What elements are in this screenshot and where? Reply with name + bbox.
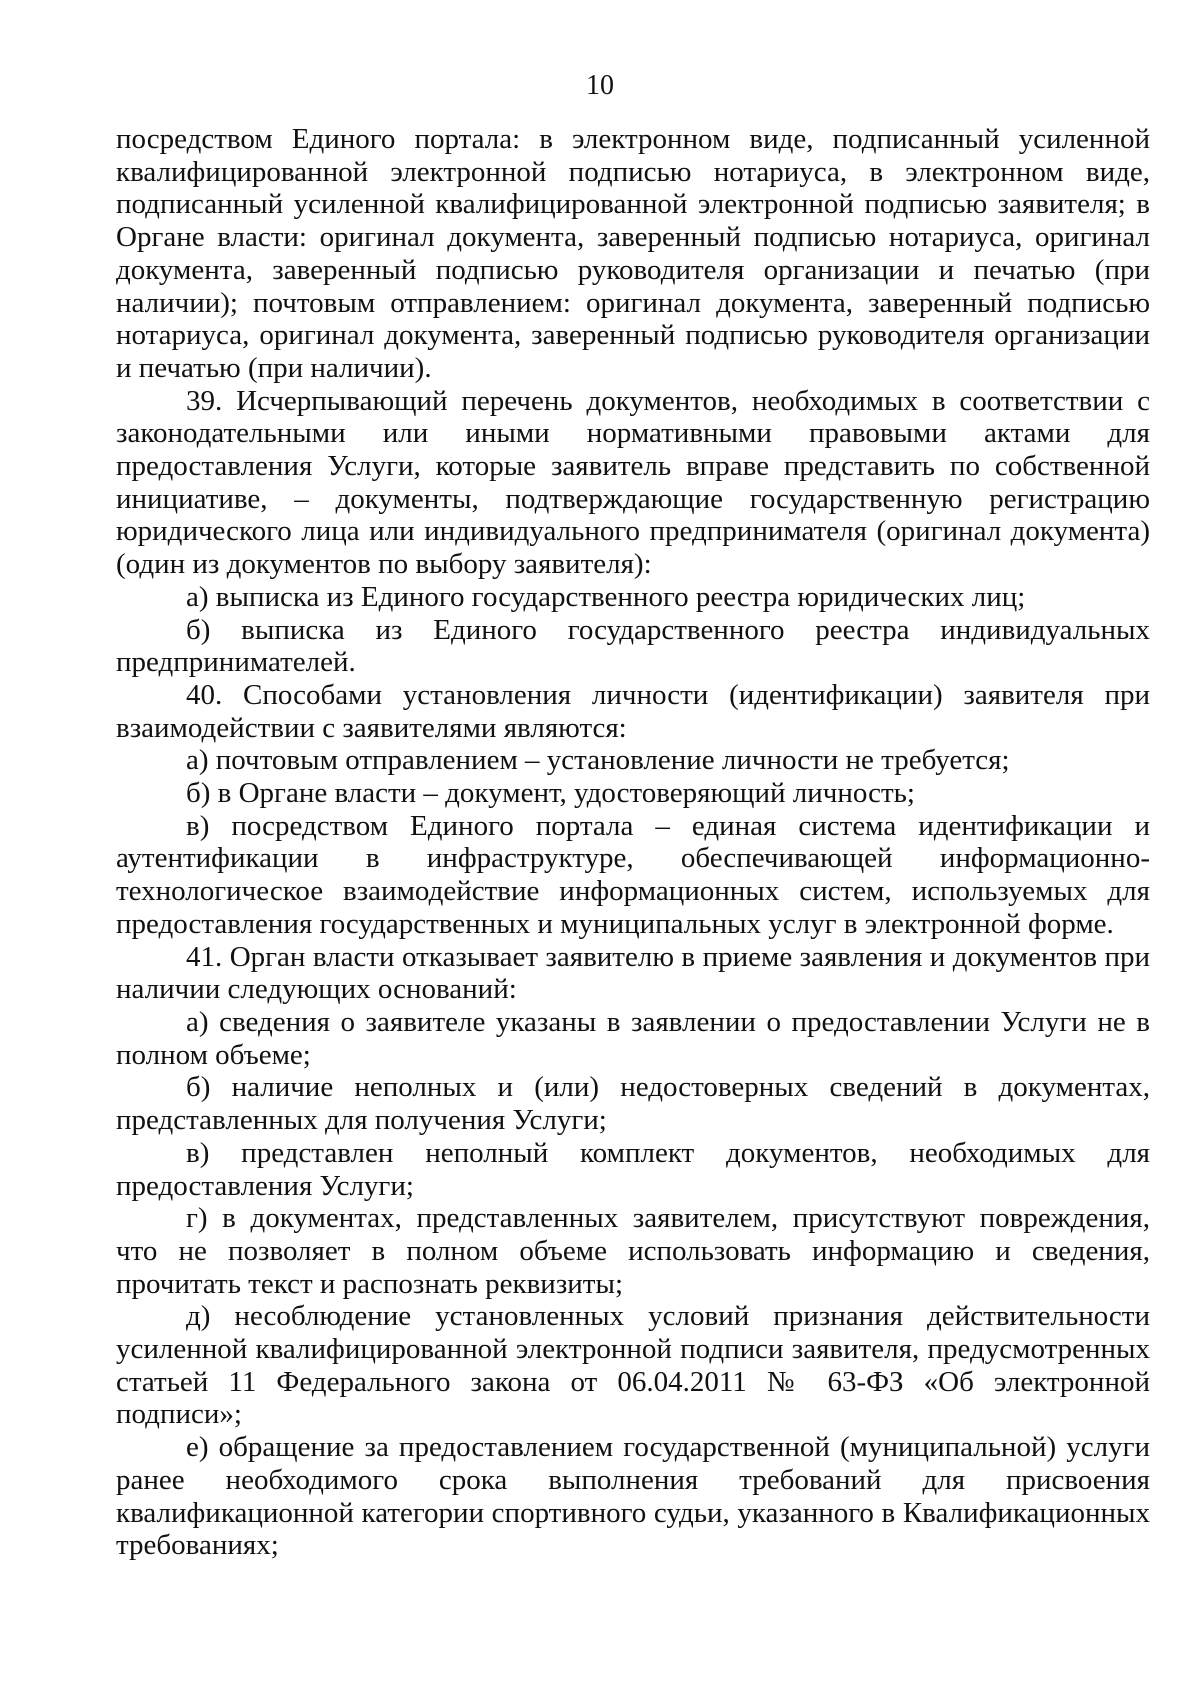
document-body [116,123,1150,1562]
paragraph-39-item-b: б) выписка из Единого государственного реестра индивидуальных предпринимателей. [116,613,1150,679]
paragraph-39: 39. Исчерпывающий перечень документов, необходимых в соответствии с законодательными или иными нормативными правовыми актами для предоставления Услуги, которые заявитель вправе представить по собственной инициативе, – документы, подтверждающие государственную регистрацию юридического лица или индивидуального предпринимателя (оригинал документа) (один из документов по выбору заявителя): [116,384,1150,581]
paragraph-41-item-b: б) наличие неполных и (или) недостоверных сведений в документах, представленных для получения Услуги; [116,1071,1150,1137]
paragraph-continuation: посредством Единого портала: в электронном виде, подписанный усиленной квалифицированной электронной подписью нотариуса, в электронном виде, подписанный усиленной квалифицированной электронной подписью заявителя; в Органе власти: оригинал документа, заверенный подписью нотариуса, оригинал документа, заверенный подписью руководителя организации и печатью (при наличии); почтовым отправлением: оригинал документа, заверенный подписью нотариуса, оригинал документа, заверенный подписью руководителя организации и печатью (при наличии). [116,123,1150,384]
paragraph-40: 40. Способами установления личности (идентификации) заявителя при взаимодействии с заявителями являются: [116,678,1150,744]
paragraph-41-item-v: в) представлен неполный комплект документов, необходимых для предоставления Услуги; [116,1136,1150,1202]
paragraph-41-item-d: д) несоблюдение установленных условий признания действительности усиленной квалифицированной электронной подписи заявителя, предусмотренных статьей 11 Федерального закона от 06.04.2011 № 63-ФЗ «Об электронной подписи»; [116,1300,1150,1431]
paragraph-40-item-b: б) в Органе власти – документ, удостоверяющий личность; [186,777,915,810]
paragraph-40-item-v: в) посредством Единого портала – единая система идентификации и аутентификации в инфраструктуре, обеспечивающей информационно-технологическое взаимодействие информационных систем, используемых для предоставления государственных и муниципальных услуг в электронной форме. [116,809,1150,940]
paragraph-40-item-a: а) почтовым отправлением – установление личности не требуется; [186,744,1010,777]
page-number: 10 [586,70,614,101]
paragraph-41-item-e: е) обращение за предоставлением государственной (муниципальной) услуги ранее необходимого срока выполнения требований для присвоения квалификационной категории спортивного судьи, указанного в Квалификационных требованиях; [116,1431,1150,1562]
paragraph-39-item-a: а) выписка из Единого государственного реестра юридических лиц; [186,580,1026,613]
paragraph-41-item-a: а) сведения о заявителе указаны в заявлении о предоставлении Услуги не в полном объеме; [116,1005,1150,1071]
paragraph-41: 41. Орган власти отказывает заявителю в приеме заявления и документов при наличии следующих оснований: [116,940,1150,1006]
paragraph-41-item-g: г) в документах, представленных заявителем, присутствуют повреждения, что не позволяет в полном объеме использовать информацию и сведения, прочитать текст и распознать реквизиты; [116,1202,1150,1300]
